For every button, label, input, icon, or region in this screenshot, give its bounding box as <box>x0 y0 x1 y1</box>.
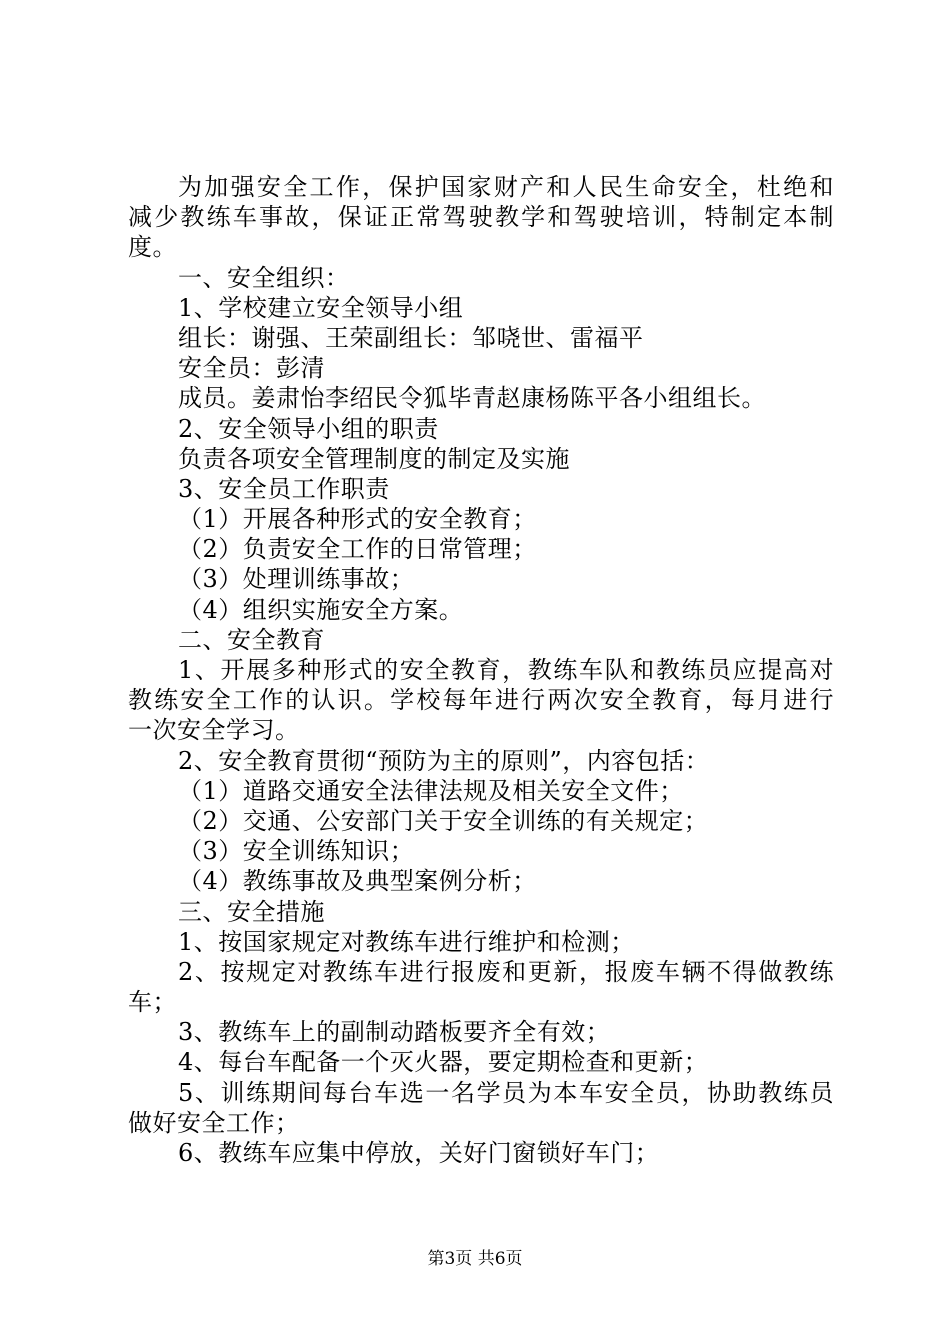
text-line: 一次安全学习。 <box>128 716 300 745</box>
text-line: 1、按国家规定对教练车进行维护和检测； <box>178 927 635 956</box>
text-line: 3、安全员工作职责 <box>178 474 390 503</box>
text-line: （1）道路交通安全法律法规及相关安全文件； <box>178 776 684 805</box>
text-line: 5、训练期间每台车选一名学员为本车安全员，协助教练员 <box>178 1078 834 1107</box>
text-line: 减少教练车事故，保证正常驾驶教学和驾驶培训，特制定本制 <box>128 203 834 232</box>
text-line: 安全员：彭清 <box>178 354 325 383</box>
text-line: （4）教练事故及典型案例分析； <box>178 867 537 896</box>
text-line: 做好安全工作； <box>128 1108 300 1137</box>
text-line: （3）处理训练事故； <box>178 565 415 594</box>
text-line: 3、教练车上的副制动踏板要齐全有效； <box>178 1018 611 1047</box>
text-line: 度。 <box>128 233 177 262</box>
text-line: 1、学校建立安全领导小组 <box>178 293 464 322</box>
text-line: 二、安全教育 <box>178 625 325 654</box>
text-line: 为加强安全工作，保护国家财产和人民生命安全，杜绝和 <box>178 173 834 201</box>
text-line: 1、开展多种形式的安全教育，教练车队和教练员应提高对 <box>178 656 834 684</box>
text-line: （2）负责安全工作的日常管理； <box>178 535 537 564</box>
text-line: 教练安全工作的认识。学校每年进行两次安全教育，每月进行 <box>128 686 834 715</box>
text-line: 4、每台车配备一个灭火器，要定期检查和更新； <box>178 1048 709 1077</box>
document-body <box>128 172 834 1168</box>
text-line: （4）组织实施安全方案。 <box>178 595 464 624</box>
text-line: 成员。姜肃怡李绍民令狐毕青赵康杨陈平各小组组长。 <box>178 384 766 413</box>
text-line: 车； <box>128 988 177 1017</box>
text-line: 2、按规定对教练车进行报废和更新，报废车辆不得做教练 <box>178 957 834 986</box>
text-line: 一、安全组织： <box>178 263 350 292</box>
text-line: 三、安全措施 <box>178 897 325 926</box>
text-line: （3）安全训练知识； <box>178 837 415 866</box>
text-line: 组长：谢强、王荣副组长：邹哓世、雷福平 <box>178 323 644 352</box>
text-line: 负责各项安全管理制度的制定及实施 <box>178 444 570 473</box>
text-line: （1）开展各种形式的安全教育； <box>178 505 537 534</box>
text-line: 2、安全领导小组的职责 <box>178 414 439 443</box>
text-line: 6、教练车应集中停放，关好门窗锁好车门； <box>178 1139 660 1167</box>
text-line: （2）交通、公安部门关于安全训练的有关规定； <box>178 806 709 835</box>
page-footer: 第3页 共6页 <box>427 1249 523 1269</box>
text-line: 2、安全教育贯彻“预防为主的原则”，内容包括： <box>178 746 710 775</box>
